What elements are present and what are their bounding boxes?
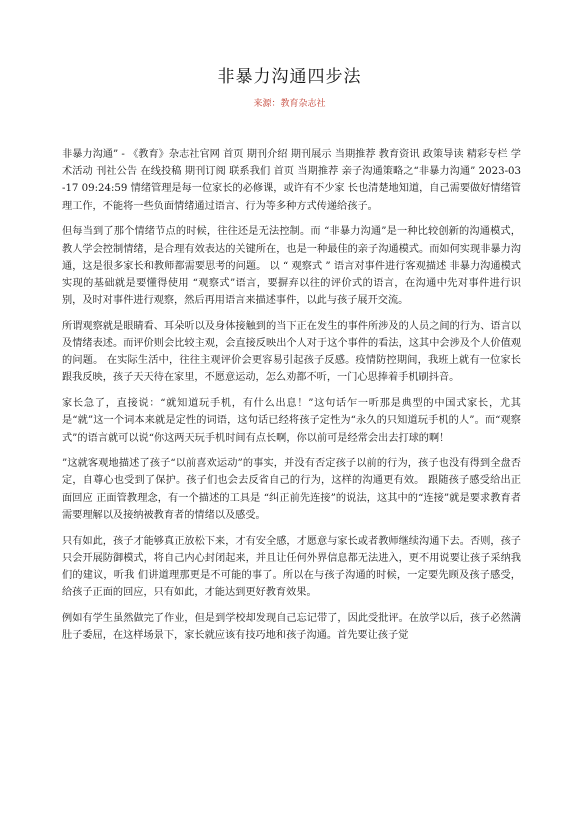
source-line: 来源：教育杂志社 (253, 99, 326, 109)
paragraph: 所谓观察就是眼睛看、耳朵听以及身体接触到的当下正在发生的事件所涉及的人员之间的行为、语言以及情绪表述。而评价则会比较主观，会直接反映出个人对于这个事件的看法，这其中会涉及个人价值观的问题。 在实际生活中，往往主观评价会更容易引起孩子反感。疫情防控期间，我班上就有一位家长跟我反映，孩子天天待在家里，不愿意运动，怎么劝都不听，一门心思捧着手机刷抖音。 (62, 320, 521, 384)
paragraph: 家长急了，直接说：“就知道玩手机，有什么出息！”这句话乍一听那是典型的中国式家长，尤其是“就”这一个词本来就是定性的词语，这句话已经将孩子定性为“永久的只知道玩手机的人”。而“观察式”的语言就可以说“你这两天玩手机时间有点长啊，你以前可是经常会出去打球的啊！ (62, 398, 521, 444)
paragraph: 但每当到了那个情绪节点的时候，往往还是无法控制。而 “非暴力沟通”是一种比较创新的沟通模式，教人学会控制情绪，是合理有效表达的关键所在，也是一种最佳的亲子沟通模式。而如何实现非暴力沟通，这是很多家长和教师都需要思考的问题。 以 “ 观察式 ” 语言对事件进行客观描述 非暴力沟通模式实现的基础就是要懂得使用 “观察式”语言，要摒弃以往的评价式的语言，在沟通中先对事件进行识别，及时对事件进行观察，然后再用语言来描述事件，以此与孩子展开交流。 (62, 226, 521, 307)
paragraph: 只有如此，孩子才能够真正放松下来，才有安全感，才愿意与家长或者教师继续沟通下去。否则，孩子只会开展防御模式，将自己内心封闭起来，并且让任何外界信息都无法进入，更不用说要让孩子采纳我们的建议，听我 们讲道理那更是不可能的事了。所以在与孩子沟通的时候，一定要先顾及孩子感受，给孩子正面的回应，只有如此，才能达到更好教育效果。 (62, 535, 521, 599)
paragraph: 例如有学生虽然做完了作业，但是到学校却发现自己忘记带了，因此受批评。在放学以后，孩子必然满肚子委屈，在这样场景下，家长就应该有技巧地和孩子沟通。首先要让孩子觉 (62, 612, 521, 642)
paragraph: ”这就客观地描述了孩子“以前喜欢运动”的事实，并没有否定孩子以前的行为，孩子也没有得到全盘否定，自尊心也受到了保护。孩子们也会去反省自己的行为，这样的沟通更有效。 跟随孩子感受给出正面回应 正面管教理念，有一个描述的工具是 “纠正前先连接”的说法，这其中的“连接”就是要求教育者需要理解以及接纳被教育者的情绪以及感受。 (62, 458, 521, 521)
article-body (62, 146, 521, 653)
page-title: 非暴力沟通四步法 (217, 67, 362, 87)
paragraph: 非暴力沟通” - 《教育》杂志社官网 首页 期刊介绍 期刊展示 当期推荐 教育资讯 政策导读 精彩专栏 学术活动 刊社公告 在线投稿 期刊订阅 联系我们 首页 当期推荐 亲子沟通策略之“非暴力沟通” 2023-03-17 09:24:59 情绪管理是每一位家长的必修课，或许有不少家 长也清楚地知道，自己需要做好情绪管理工作，不能将一些负面情绪通过语言、行为等多种方式传递给孩子。 (62, 149, 521, 212)
